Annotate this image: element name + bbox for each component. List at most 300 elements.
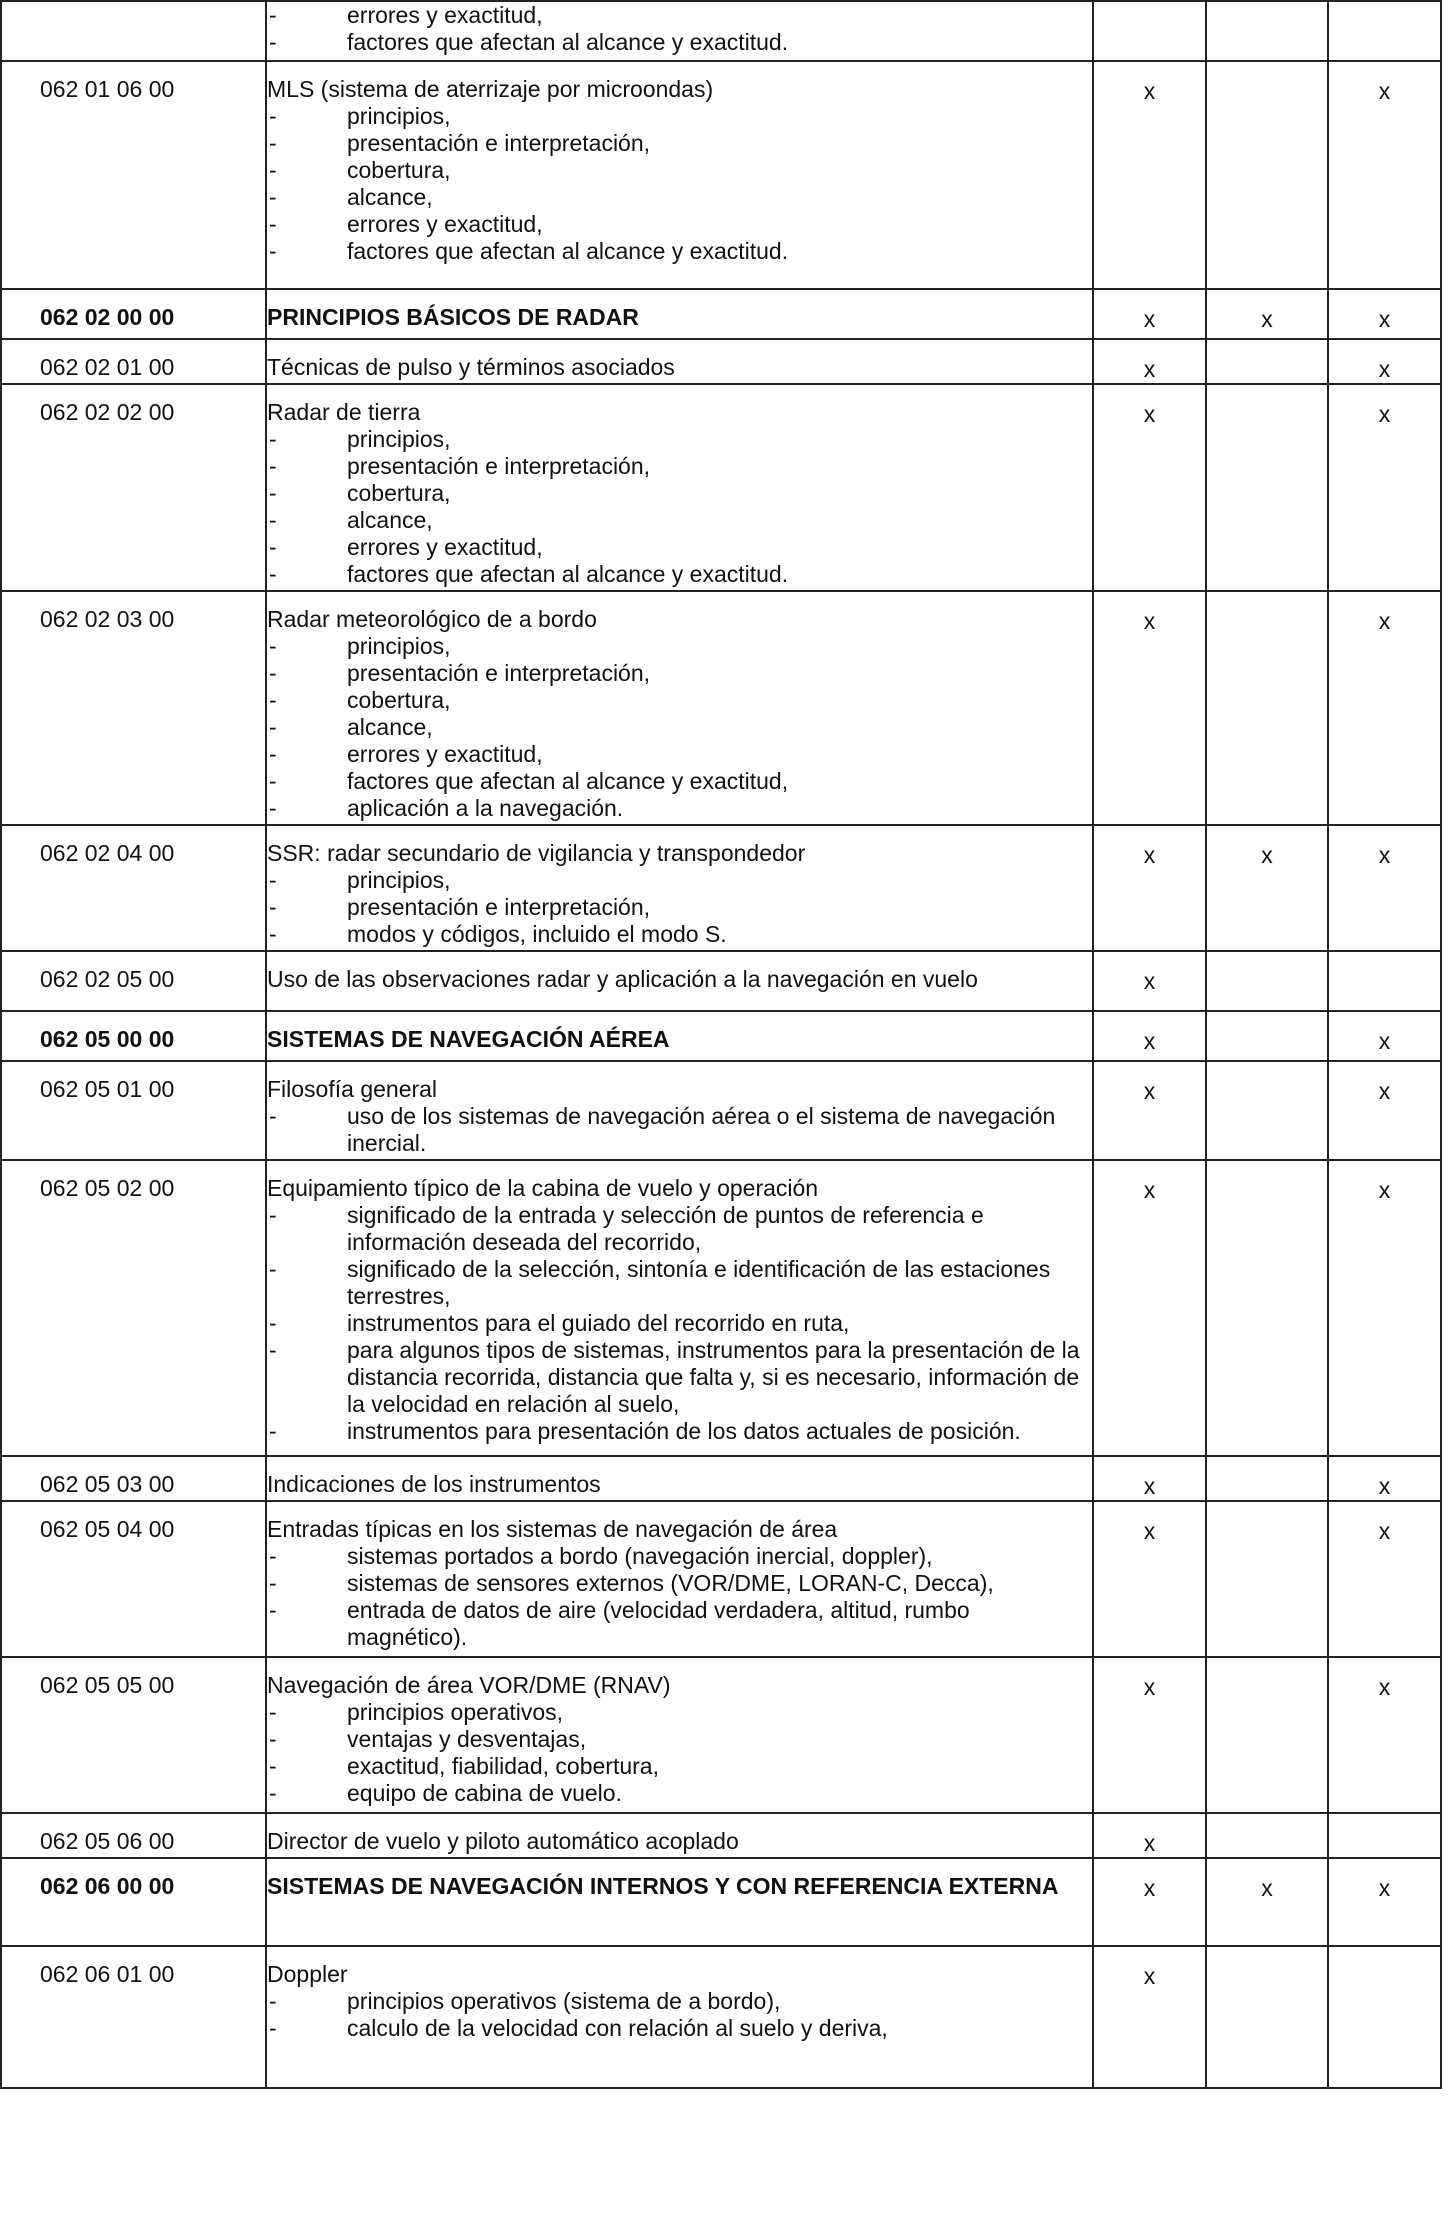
list-item-text: aplicación a la navegación. (347, 795, 624, 821)
section-code: 062 02 01 00 (40, 354, 175, 380)
dash-bullet: - (269, 2, 277, 28)
applicability-mark: x (1143, 968, 1156, 994)
description-cell (266, 384, 1093, 591)
applicability-mark (1207, 385, 1327, 401)
list-item-text: presentación e interpretación, (347, 453, 651, 479)
code-cell (1, 1813, 266, 1858)
applicability-mark (1207, 1457, 1327, 1473)
list-item-text: presentación e interpretación, (347, 894, 651, 920)
code-cell (1, 1501, 266, 1657)
section-code: 062 05 04 00 (40, 1516, 175, 1542)
applicability-mark (1329, 1814, 1440, 1830)
topic-list (267, 1543, 1092, 1653)
code-cell (1, 289, 266, 339)
section-title: Técnicas de pulso y términos asociados (267, 354, 675, 380)
list-item-text: significado de la selección, sintonía e identificación de las estaciones terrestres, (347, 1256, 1051, 1309)
mark-cell (1093, 1946, 1206, 2088)
dash-bullet: - (269, 211, 277, 237)
applicability-mark: x (1143, 608, 1156, 634)
mark-cell (1206, 339, 1328, 384)
mark-cell (1093, 289, 1206, 339)
applicability-mark (1207, 1062, 1327, 1078)
applicability-mark (1207, 1012, 1327, 1028)
mark-cell (1093, 1061, 1206, 1160)
list-item-text: principios operativos (sistema de a bordo), (347, 1988, 781, 2014)
list-item (267, 1310, 1092, 1337)
list-item-text: principios, (347, 103, 451, 129)
list-item (267, 1543, 1092, 1570)
mark-cell (1206, 1061, 1328, 1160)
mark-cell (1206, 1501, 1328, 1657)
dash-bullet: - (269, 561, 277, 587)
dash-bullet: - (269, 1310, 277, 1336)
applicability-mark: x (1378, 401, 1391, 427)
code-cell (1, 1456, 266, 1501)
list-item (267, 426, 1092, 453)
mark-cell (1093, 61, 1206, 289)
applicability-mark: x (1143, 1674, 1156, 1700)
applicability-mark (1207, 1502, 1327, 1518)
mark-cell (1206, 61, 1328, 289)
list-item-text: modos y códigos, incluido el modo S. (347, 921, 727, 947)
mark-cell (1206, 384, 1328, 591)
list-item (267, 561, 1092, 588)
list-item (267, 453, 1092, 480)
dash-bullet: - (269, 2015, 277, 2041)
mark-cell (1206, 1657, 1328, 1813)
applicability-mark (1207, 1658, 1327, 1674)
dash-bullet: - (269, 1699, 277, 1725)
table-row (1, 339, 1441, 384)
applicability-mark (1207, 592, 1327, 608)
list-item-text: factores que afectan al alcance y exactitud, (347, 768, 789, 794)
list-item (267, 103, 1092, 130)
dash-bullet: - (269, 660, 277, 686)
description-cell (266, 1160, 1093, 1456)
list-item (267, 1103, 1092, 1157)
code-cell (1, 951, 266, 1011)
dash-bullet: - (269, 894, 277, 920)
description-cell (266, 1456, 1093, 1501)
applicability-mark: x (1378, 1518, 1391, 1544)
mark-cell (1206, 1456, 1328, 1501)
applicability-mark: x (1143, 1078, 1156, 1104)
list-item-text: alcance, (347, 714, 433, 740)
applicability-mark (1207, 2, 1327, 18)
section-code: 062 06 00 00 (40, 1873, 175, 1899)
list-item-text: principios, (347, 426, 451, 452)
mark-cell (1093, 1011, 1206, 1061)
dash-bullet: - (269, 1988, 277, 2014)
code-cell (1, 1011, 266, 1061)
table-row (1, 1011, 1441, 1061)
code-cell (1, 61, 266, 289)
section-code: 062 05 05 00 (40, 1672, 175, 1698)
table-row (1, 61, 1441, 289)
mark-cell (1328, 951, 1441, 1011)
dash-bullet: - (269, 1418, 277, 1444)
section-code: 062 05 01 00 (40, 1076, 175, 1102)
list-item (267, 633, 1092, 660)
topic-list (267, 103, 1092, 267)
applicability-mark (1207, 1947, 1327, 1963)
section-code: 062 06 01 00 (40, 1961, 175, 1987)
mark-cell (1093, 1813, 1206, 1858)
mark-cell (1093, 339, 1206, 384)
applicability-mark: x (1378, 78, 1391, 104)
list-item (267, 768, 1092, 795)
list-item-text: factores que afectan al alcance y exactitud. (347, 561, 789, 587)
table-row (1, 951, 1441, 1011)
list-item-text: cobertura, (347, 157, 451, 183)
applicability-mark: x (1378, 842, 1391, 868)
dash-bullet: - (269, 867, 277, 893)
list-item-text: presentación e interpretación, (347, 130, 651, 156)
mark-cell (1328, 1011, 1441, 1061)
code-cell (1, 1, 266, 61)
mark-cell (1328, 1456, 1441, 1501)
code-cell (1, 1657, 266, 1813)
list-item-text: para algunos tipos de sistemas, instrumentos para la presentación de la distancia recorrida, distancia que falta y, si es necesario, información de la velocidad en relación al suelo, (347, 1337, 1080, 1417)
section-title: Uso de las observaciones radar y aplicación a la navegación en vuelo (267, 966, 978, 992)
mark-cell (1093, 951, 1206, 1011)
applicability-mark: x (1261, 1875, 1273, 1901)
list-item-text: instrumentos para el guiado del recorrido en ruta, (347, 1310, 850, 1336)
dash-bullet: - (269, 921, 277, 947)
applicability-mark: x (1143, 356, 1156, 382)
list-item (267, 130, 1092, 157)
topic-list (267, 867, 1092, 950)
list-item-text: errores y exactitud, (347, 741, 543, 767)
mark-cell (1206, 1, 1328, 61)
dash-bullet: - (269, 687, 277, 713)
applicability-mark: x (1378, 1028, 1391, 1054)
applicability-mark: x (1143, 1177, 1156, 1203)
mark-cell (1093, 1858, 1206, 1946)
dash-bullet: - (269, 480, 277, 506)
dash-bullet: - (269, 1597, 277, 1623)
code-cell (1, 1061, 266, 1160)
topic-list (267, 1988, 1092, 2044)
list-item (267, 1597, 1092, 1651)
description-cell (266, 1813, 1093, 1858)
dash-bullet: - (269, 1103, 277, 1129)
mark-cell (1093, 591, 1206, 825)
section-title: SSR: radar secundario de vigilancia y transpondedor (267, 840, 806, 866)
applicability-mark: x (1378, 1078, 1391, 1104)
code-cell (1, 1946, 266, 2088)
applicability-mark: x (1378, 608, 1391, 634)
mark-cell (1206, 951, 1328, 1011)
dash-bullet: - (269, 103, 277, 129)
mark-cell (1093, 1160, 1206, 1456)
topic-list (267, 1699, 1092, 1809)
section-code: 062 02 05 00 (40, 966, 175, 992)
list-item (267, 507, 1092, 534)
code-cell (1, 591, 266, 825)
mark-cell (1328, 384, 1441, 591)
list-item (267, 1202, 1092, 1256)
section-title: SISTEMAS DE NAVEGACIÓN INTERNOS Y CON REFERENCIA EXTERNA (267, 1873, 1059, 1899)
description-cell (266, 1946, 1093, 2088)
mark-cell (1328, 1, 1441, 61)
mark-cell (1206, 825, 1328, 951)
mark-cell (1206, 1946, 1328, 2088)
section-title: Doppler (267, 1961, 348, 1987)
code-cell (1, 1858, 266, 1946)
dash-bullet: - (269, 1780, 277, 1806)
list-item-text: instrumentos para presentación de los datos actuales de posición. (347, 1418, 1021, 1444)
list-item (267, 157, 1092, 184)
dash-bullet: - (269, 633, 277, 659)
mark-cell (1206, 1160, 1328, 1456)
mark-cell (1328, 289, 1441, 339)
section-title: SISTEMAS DE NAVEGACIÓN AÉREA (267, 1026, 670, 1052)
list-item-text: calculo de la velocidad con relación al suelo y deriva, (347, 2015, 888, 2041)
topic-list (267, 1202, 1092, 1447)
mark-cell (1328, 1858, 1441, 1946)
mark-cell (1206, 289, 1328, 339)
list-item (267, 1337, 1092, 1418)
dash-bullet: - (269, 795, 277, 821)
mark-cell (1328, 1501, 1441, 1657)
list-item-text: significado de la entrada y selección de puntos de referencia e información deseada del recorrido, (347, 1202, 984, 1255)
list-item (267, 184, 1092, 211)
mark-cell (1328, 1160, 1441, 1456)
list-item (267, 1780, 1092, 1807)
description-cell (266, 61, 1093, 289)
list-item (267, 534, 1092, 561)
dash-bullet: - (269, 1570, 277, 1596)
applicability-mark: x (1378, 356, 1391, 382)
section-title: Equipamiento típico de la cabina de vuelo y operación (267, 1175, 819, 1201)
mark-cell (1206, 1858, 1328, 1946)
applicability-mark (1329, 2, 1440, 18)
code-cell (1, 1160, 266, 1456)
mark-cell (1093, 825, 1206, 951)
topic-list (267, 633, 1092, 824)
topic-list (267, 2, 1092, 58)
dash-bullet: - (269, 1202, 277, 1228)
list-item-text: errores y exactitud, (347, 211, 543, 237)
list-item (267, 2015, 1092, 2042)
list-item-text: factores que afectan al alcance y exactitud. (347, 238, 789, 264)
section-code: 062 02 02 00 (40, 399, 175, 425)
table-row (1, 1, 1441, 61)
section-code: 062 01 06 00 (40, 76, 175, 102)
applicability-mark (1207, 340, 1327, 356)
mark-cell (1093, 384, 1206, 591)
list-item-text: uso de los sistemas de navegación aérea o el sistema de navegación inercial. (347, 1103, 1056, 1156)
applicability-mark: x (1143, 1963, 1156, 1989)
mark-cell (1093, 1, 1206, 61)
table-row (1, 289, 1441, 339)
section-title: PRINCIPIOS BÁSICOS DE RADAR (267, 304, 639, 330)
applicability-mark: x (1378, 1674, 1391, 1700)
list-item (267, 660, 1092, 687)
applicability-mark: x (1378, 1177, 1391, 1203)
applicability-mark: x (1261, 306, 1273, 332)
section-code: 062 02 03 00 (40, 606, 175, 632)
mark-cell (1093, 1456, 1206, 1501)
list-item-text: exactitud, fiabilidad, cobertura, (347, 1753, 659, 1779)
applicability-mark: x (1378, 306, 1391, 332)
description-cell (266, 1858, 1093, 1946)
description-cell (266, 951, 1093, 1011)
applicability-mark (1094, 2, 1205, 18)
section-code: 062 02 00 00 (40, 304, 175, 330)
dash-bullet: - (269, 238, 277, 264)
mark-cell (1328, 1813, 1441, 1858)
table-row (1, 1657, 1441, 1813)
table-row (1, 825, 1441, 951)
table-row (1, 384, 1441, 591)
section-code: 062 05 02 00 (40, 1175, 175, 1201)
dash-bullet: - (269, 1256, 277, 1282)
section-title: Entradas típicas en los sistemas de navegación de área (267, 1516, 838, 1542)
table-row (1, 591, 1441, 825)
list-item-text: errores y exactitud, (347, 2, 543, 28)
applicability-mark: x (1378, 1473, 1391, 1499)
applicability-mark (1329, 1947, 1440, 1963)
applicability-mark: x (1143, 401, 1156, 427)
section-code: 062 05 06 00 (40, 1828, 175, 1854)
applicability-mark (1207, 1161, 1327, 1177)
list-item (267, 714, 1092, 741)
list-item-text: cobertura, (347, 687, 451, 713)
description-cell (266, 339, 1093, 384)
list-item (267, 741, 1092, 768)
dash-bullet: - (269, 130, 277, 156)
dash-bullet: - (269, 184, 277, 210)
applicability-mark (1329, 952, 1440, 968)
applicability-mark (1207, 1814, 1327, 1830)
mark-cell (1328, 61, 1441, 289)
list-item-text: ventajas y desventajas, (347, 1726, 587, 1752)
description-cell (266, 825, 1093, 951)
applicability-mark: x (1143, 78, 1156, 104)
applicability-mark (1207, 62, 1327, 78)
code-cell (1, 339, 266, 384)
list-item-text: sistemas portados a bordo (navegación inercial, doppler), (347, 1543, 933, 1569)
dash-bullet: - (269, 534, 277, 560)
description-cell (266, 1061, 1093, 1160)
list-item (267, 1988, 1092, 2015)
description-cell (266, 289, 1093, 339)
list-item-text: alcance, (347, 184, 433, 210)
mark-cell (1206, 1813, 1328, 1858)
dash-bullet: - (269, 29, 277, 55)
list-item (267, 795, 1092, 822)
applicability-mark: x (1143, 306, 1156, 332)
mark-cell (1328, 825, 1441, 951)
list-item-text: entrada de datos de aire (velocidad verdadera, altitud, rumbo magnético). (347, 1597, 970, 1650)
list-item (267, 1418, 1092, 1445)
dash-bullet: - (269, 453, 277, 479)
mark-cell (1328, 1061, 1441, 1160)
list-item (267, 480, 1092, 507)
applicability-mark: x (1143, 1875, 1156, 1901)
mark-cell (1328, 339, 1441, 384)
list-item-text: principios operativos, (347, 1699, 564, 1725)
applicability-mark (1207, 952, 1327, 968)
table-row (1, 1946, 1441, 2088)
applicability-mark: x (1143, 1473, 1156, 1499)
mark-cell (1093, 1501, 1206, 1657)
mark-cell (1328, 1946, 1441, 2088)
dash-bullet: - (269, 507, 277, 533)
list-item-text: alcance, (347, 507, 433, 533)
syllabus-table-body (1, 1, 1441, 2088)
list-item-text: equipo de cabina de vuelo. (347, 1780, 622, 1806)
section-title: Radar de tierra (267, 399, 421, 425)
list-item (267, 1256, 1092, 1310)
section-code: 062 05 00 00 (40, 1026, 175, 1052)
mark-cell (1093, 1657, 1206, 1813)
applicability-mark: x (1143, 842, 1156, 868)
section-title: Navegación de área VOR/DME (RNAV) (267, 1672, 671, 1698)
dash-bullet: - (269, 1337, 277, 1363)
description-cell (266, 1011, 1093, 1061)
list-item (267, 894, 1092, 921)
dash-bullet: - (269, 768, 277, 794)
table-row (1, 1501, 1441, 1657)
table-row (1, 1061, 1441, 1160)
dash-bullet: - (269, 1753, 277, 1779)
list-item (267, 921, 1092, 948)
list-item-text: principios, (347, 633, 451, 659)
list-item (267, 1699, 1092, 1726)
table-row (1, 1813, 1441, 1858)
section-title: MLS (sistema de aterrizaje por microondas) (267, 76, 714, 102)
applicability-mark: x (1143, 1830, 1156, 1856)
table-row (1, 1858, 1441, 1946)
applicability-mark: x (1143, 1028, 1156, 1054)
description-cell (266, 591, 1093, 825)
list-item (267, 1726, 1092, 1753)
description-cell (266, 1501, 1093, 1657)
dash-bullet: - (269, 1726, 277, 1752)
dash-bullet: - (269, 157, 277, 183)
topic-list (267, 426, 1092, 590)
list-item (267, 1570, 1092, 1597)
description-cell (266, 1657, 1093, 1813)
list-item-text: factores que afectan al alcance y exactitud. (347, 29, 789, 55)
section-title: Indicaciones de los instrumentos (267, 1471, 601, 1497)
list-item-text: cobertura, (347, 480, 451, 506)
section-title: Filosofía general (267, 1076, 438, 1102)
code-cell (1, 384, 266, 591)
description-cell (266, 1, 1093, 61)
list-item-text: principios, (347, 867, 451, 893)
applicability-mark: x (1143, 1518, 1156, 1544)
mark-cell (1206, 1011, 1328, 1061)
topic-list (267, 1103, 1092, 1159)
list-item-text: errores y exactitud, (347, 534, 543, 560)
code-cell (1, 825, 266, 951)
mark-cell (1328, 1657, 1441, 1813)
applicability-mark: x (1261, 842, 1273, 868)
list-item (267, 867, 1092, 894)
list-item (267, 238, 1092, 265)
dash-bullet: - (269, 714, 277, 740)
applicability-mark: x (1378, 1875, 1391, 1901)
table-row (1, 1456, 1441, 1501)
section-code: 062 02 04 00 (40, 840, 175, 866)
dash-bullet: - (269, 741, 277, 767)
section-title: Radar meteorológico de a bordo (267, 606, 597, 632)
list-item (267, 1753, 1092, 1780)
